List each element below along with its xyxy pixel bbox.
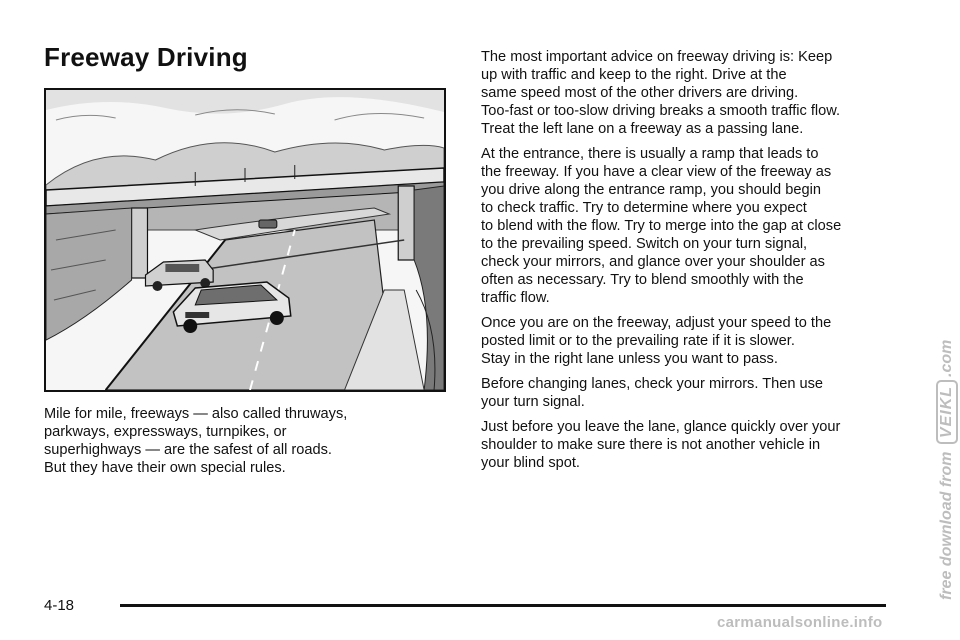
paragraph-line: to blend with the flow. Try to merge into the gap at close bbox=[481, 218, 842, 234]
paragraph-line: you drive along the entrance ramp, you should begin bbox=[481, 182, 821, 198]
paragraph-changing-lanes bbox=[481, 375, 901, 411]
paragraph-on-freeway bbox=[481, 314, 901, 368]
paragraph-line: up with traffic and keep to the right. Drive at the bbox=[481, 67, 787, 83]
paragraph-entrance-ramp bbox=[481, 145, 901, 307]
freeway-illustration bbox=[44, 88, 446, 392]
paragraph-line: your turn signal. bbox=[481, 394, 585, 410]
freeway-overpass-icon bbox=[46, 90, 444, 390]
page-number: 4-18 bbox=[44, 597, 75, 614]
intro-paragraph bbox=[44, 405, 444, 477]
intro-line: parkways, expressways, turnpikes, or bbox=[44, 424, 287, 440]
watermark-suffix: .com bbox=[938, 339, 955, 377]
intro-line: Mile for mile, freeways — also called thruways, bbox=[44, 406, 348, 422]
watermark-logo: VEIKL bbox=[936, 380, 958, 444]
paragraph-line: Stay in the right lane unless you want to pass. bbox=[481, 351, 778, 367]
source-url-watermark: carmanualsonline.info bbox=[717, 614, 883, 631]
paragraph-line: Just before you leave the lane, glance quickly over your bbox=[481, 419, 841, 435]
paragraph-line: traffic flow. bbox=[481, 290, 550, 306]
paragraph-line: Once you are on the freeway, adjust your speed to the bbox=[481, 315, 832, 331]
paragraph-line: to check traffic. Try to determine where you expect bbox=[481, 200, 807, 216]
paragraph-line: often as necessary. Try to blend smoothly with the bbox=[481, 272, 804, 288]
paragraph-line: your blind spot. bbox=[481, 455, 580, 471]
intro-line: superhighways — are the safest of all roads. bbox=[44, 442, 332, 458]
paragraph-line: At the entrance, there is usually a ramp that leads to bbox=[481, 146, 819, 162]
paragraph-line: The most important advice on freeway driving is: Keep bbox=[481, 49, 833, 65]
paragraph-line: check your mirrors, and glance over your shoulder as bbox=[481, 254, 825, 270]
watermark-prefix: free download from bbox=[938, 451, 955, 600]
paragraph-line: to the prevailing speed. Switch on your turn signal, bbox=[481, 236, 808, 252]
page-title: Freeway Driving bbox=[44, 42, 248, 72]
paragraph-line: the freeway. If you have a clear view of the freeway as bbox=[481, 164, 832, 180]
footer-divider bbox=[120, 604, 886, 607]
body-text-column bbox=[481, 48, 901, 479]
paragraph-line: same speed most of the other drivers are driving. bbox=[481, 85, 799, 101]
download-watermark bbox=[936, 340, 958, 600]
intro-line: But they have their own special rules. bbox=[44, 460, 286, 476]
paragraph-line: posted limit or to the prevailing rate if it is slower. bbox=[481, 333, 795, 349]
paragraph-freeway-advice bbox=[481, 48, 901, 138]
paragraph-line: Too-fast or too-slow driving breaks a smooth traffic flow. bbox=[481, 103, 841, 119]
paragraph-line: shoulder to make sure there is not another vehicle in bbox=[481, 437, 821, 453]
paragraph-line: Before changing lanes, check your mirrors. Then use bbox=[481, 376, 824, 392]
paragraph-blind-spot bbox=[481, 418, 901, 472]
paragraph-line: Treat the left lane on a freeway as a passing lane. bbox=[481, 121, 804, 137]
